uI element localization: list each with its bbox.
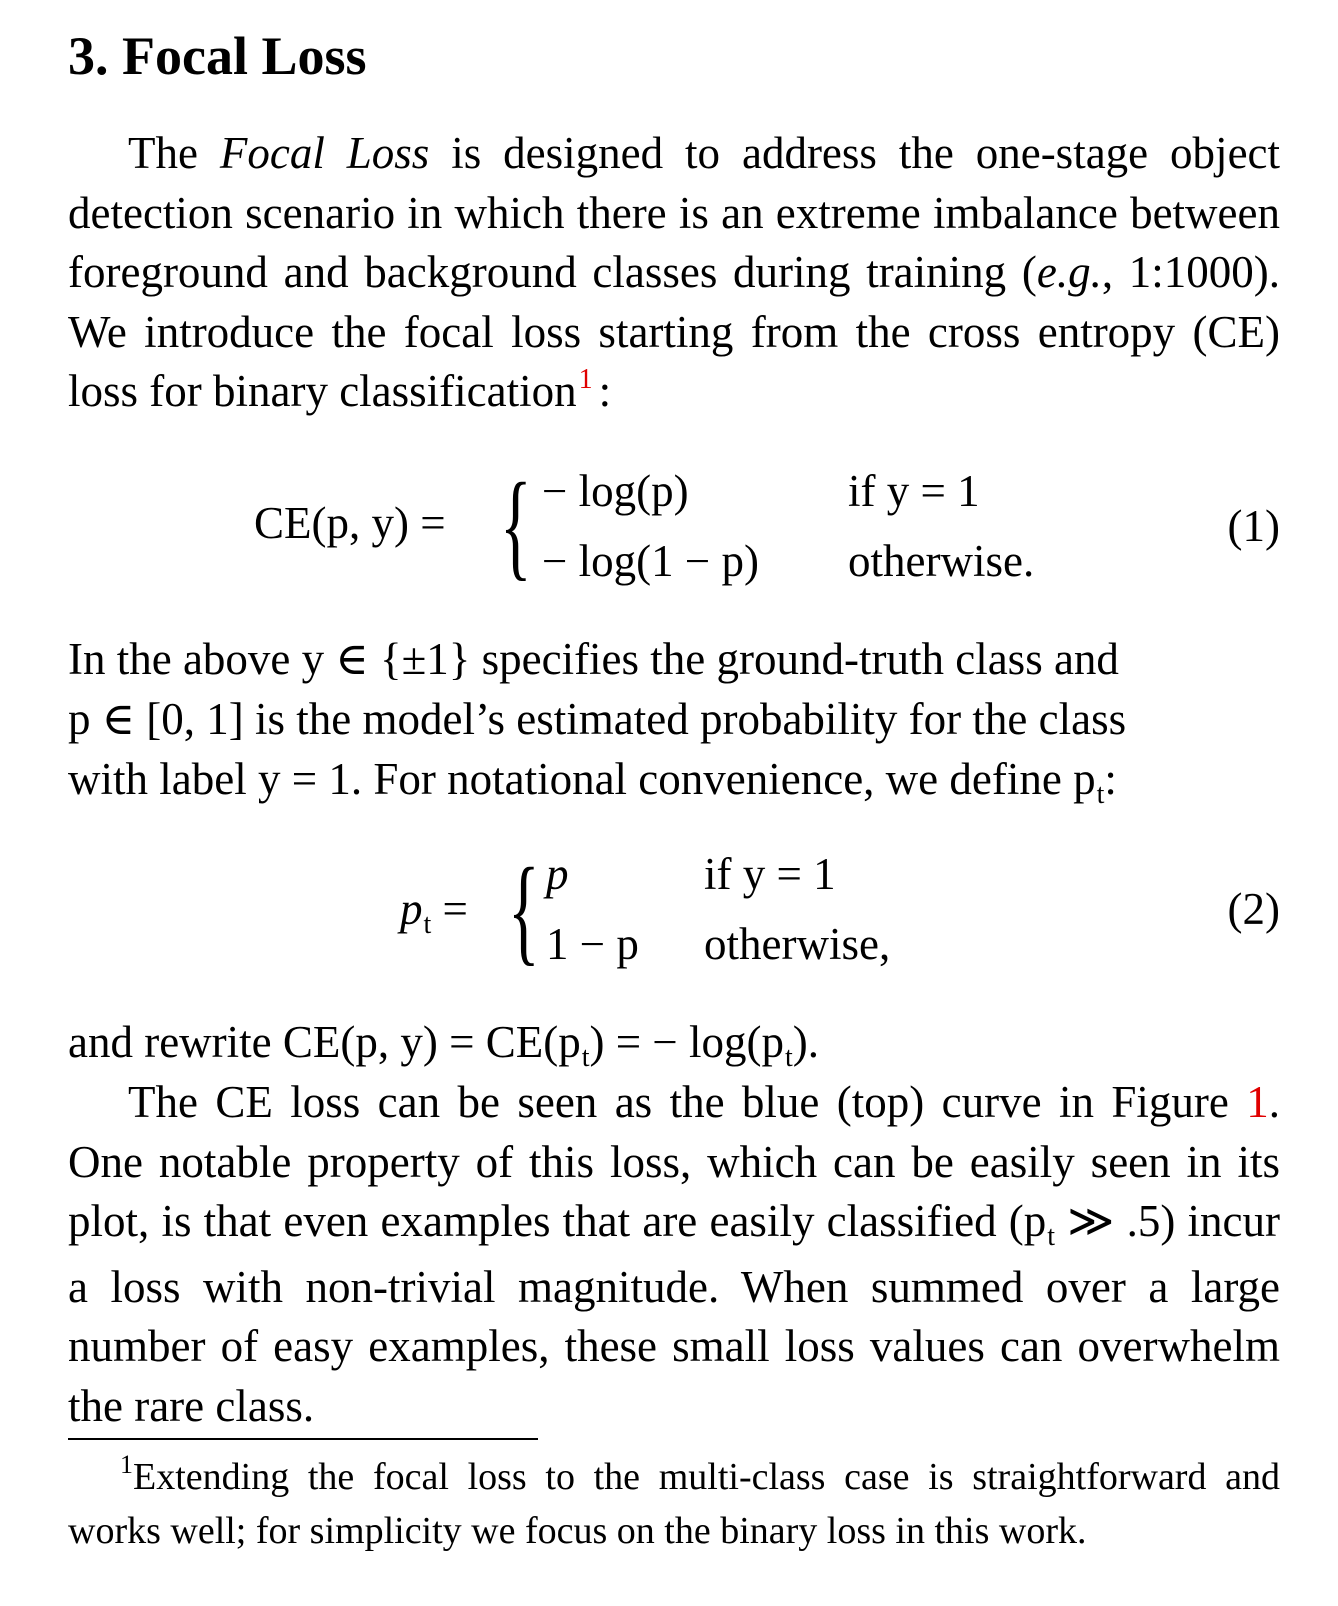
text-run: : xyxy=(1104,754,1117,804)
eq2-case1-cond: if y = 1 xyxy=(704,849,836,899)
footnote-text: Extending the focal loss to the multi-class case is straightforward and works well; for simplicity we focus on the binary loss in this work. xyxy=(68,1456,1280,1552)
footnote-reference[interactable]: 1 xyxy=(578,364,593,396)
text-run: and rewrite CE(p, y) = CE(p xyxy=(68,1017,581,1067)
text-run: is designed to address the one-stage object detection scenario in which there is an extreme imbalance between foreground and background classes during training ( xyxy=(68,128,1281,298)
term-focal-loss: Focal Loss xyxy=(219,128,430,178)
text-run: , 1:1000). We introduce the focal loss starting from the cross entropy (CE) loss for binary classification xyxy=(68,247,1280,417)
intro-paragraph xyxy=(68,124,1280,428)
equation-1 xyxy=(68,455,1280,605)
eq1-case1-cond: if y = 1 xyxy=(848,466,980,516)
text-run: The xyxy=(128,128,220,178)
equation-number: (2) xyxy=(1227,884,1280,934)
section-number: 3. xyxy=(68,26,109,86)
subscript: t xyxy=(423,909,432,940)
eq1-case2-expr: − log(1 − p) xyxy=(542,536,759,586)
text-run: ) = − log(p xyxy=(589,1017,784,1067)
eq2-lhs xyxy=(400,883,468,940)
ce-loss-paragraph xyxy=(68,1073,1280,1437)
subscript: t xyxy=(581,1042,590,1073)
left-brace-icon: { xyxy=(500,458,532,591)
footnote-mark: 1 xyxy=(120,1450,133,1479)
text-run: ). xyxy=(792,1017,820,1067)
equation-number: (1) xyxy=(1227,501,1280,551)
text-run: . One notable property of this loss, which can be easily seen in its plot, is that even examples that are easily classified (p xyxy=(68,1077,1280,1247)
subscript: t xyxy=(785,1042,793,1073)
text-run: ≫ .5) incur a loss with non-trivial magnitude. When summed over a large number of easy examples, these small loss values can overwhelm the rare class. xyxy=(68,1196,1280,1431)
eq2-case2-expr: 1 − p xyxy=(546,919,639,969)
text-run: The CE loss can be seen as the blue (top) curve in Figure xyxy=(128,1077,1247,1127)
subscript: t xyxy=(1047,1221,1056,1253)
left-brace-icon: { xyxy=(508,843,540,976)
eq2-case2-cond: otherwise, xyxy=(704,919,891,969)
equals-sign: = xyxy=(431,884,468,934)
eq2-lhs-var: p xyxy=(400,884,423,934)
text-run: with label y = 1. For notational convenience, we define p xyxy=(68,754,1096,804)
section-title: Focal Loss xyxy=(122,26,367,86)
equation-2 xyxy=(68,838,1280,988)
footnote-divider xyxy=(68,1438,538,1440)
eq2-case1-expr: p xyxy=(546,849,569,899)
subscript: t xyxy=(1096,779,1105,810)
eq1-case2-cond: otherwise. xyxy=(848,536,1035,586)
figure-reference[interactable]: 1 xyxy=(1246,1077,1269,1127)
para3-rewrite xyxy=(68,1013,819,1079)
abbrev-eg: e.g. xyxy=(1036,247,1102,298)
section-heading xyxy=(68,26,367,86)
eq1-lhs: CE(p, y) = xyxy=(254,498,446,548)
para2-line1: In the above y ∈ {±1} specifies the ground-truth class and xyxy=(68,634,1119,684)
para2-line2: p ∈ [0, 1] is the model’s estimated probability for the class xyxy=(68,694,1127,744)
footnote xyxy=(68,1452,1280,1556)
text-run: : xyxy=(598,366,612,417)
para2-line3 xyxy=(68,750,1117,816)
eq1-case1-expr: − log(p) xyxy=(542,466,689,516)
